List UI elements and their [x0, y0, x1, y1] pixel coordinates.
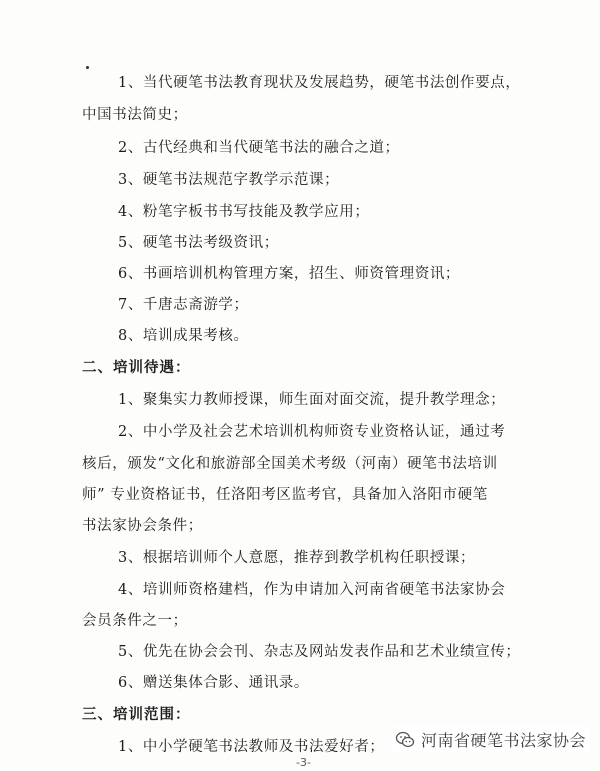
list-item-continuation: 师” 专业资格证书，任洛阳考区监考官，具备加入洛阳市硬笔	[82, 487, 488, 503]
list-item: 3、根据培训师个人意愿，推荐到教学机构任职授课；	[118, 550, 476, 566]
list-item: 6、书画培训机构管理方案，招生、师资管理资讯；	[118, 266, 461, 282]
list-item: 6、赠送集体合影、通讯录。	[118, 675, 310, 691]
section-heading-benefits: 二、培训待遇：	[82, 359, 191, 376]
list-item: 1、中小学硬笔书法教师及书法爱好者；	[118, 739, 385, 755]
list-item-continuation: 会员条件之一；	[82, 613, 188, 629]
watermark-text: 河南省硬笔书法家协会	[420, 731, 586, 750]
wechat-icon	[395, 730, 415, 750]
list-item: 2、中小学及社会艺术培训机构师资专业资格认证，通过考	[118, 424, 506, 440]
list-item-continuation: 书法家协会条件；	[82, 518, 203, 534]
list-item: 3、硬笔书法规范字教学示范课；	[118, 172, 340, 188]
list-item-continuation: 中国书法简史；	[82, 107, 188, 123]
list-item: 8、培训成果考核。	[118, 328, 249, 344]
list-item: 4、粉笔字板书书写技能及教学应用；	[118, 204, 370, 220]
list-item: 1、聚集实力教师授课，师生面对面交流，提升教学理念；	[118, 392, 506, 408]
list-item: 7、千唐志斋游学；	[118, 297, 249, 313]
section-heading-scope: 三、培训范围：	[82, 706, 191, 723]
list-item: 5、硬笔书法考级资讯；	[118, 235, 279, 251]
list-item: 4、培训师资格建档，作为申请加入河南省硬笔书法家协会	[118, 582, 506, 598]
list-item-continuation: 核后，颁发“文化和旅游部全国美术考级（河南）硬笔书法培训	[82, 456, 498, 472]
list-item: 1、当代硬笔书法教育现状及发展趋势，硬笔书法创作要点，	[118, 75, 521, 91]
page-number: -3-	[296, 756, 311, 769]
list-item: 5、优先在协会会刊、杂志及网站发表作品和艺术业绩宣传；	[118, 644, 521, 660]
stray-dot	[86, 66, 89, 69]
list-item: 2、古代经典和当代硬笔书法的融合之道；	[118, 140, 400, 156]
wechat-watermark	[391, 726, 590, 753]
